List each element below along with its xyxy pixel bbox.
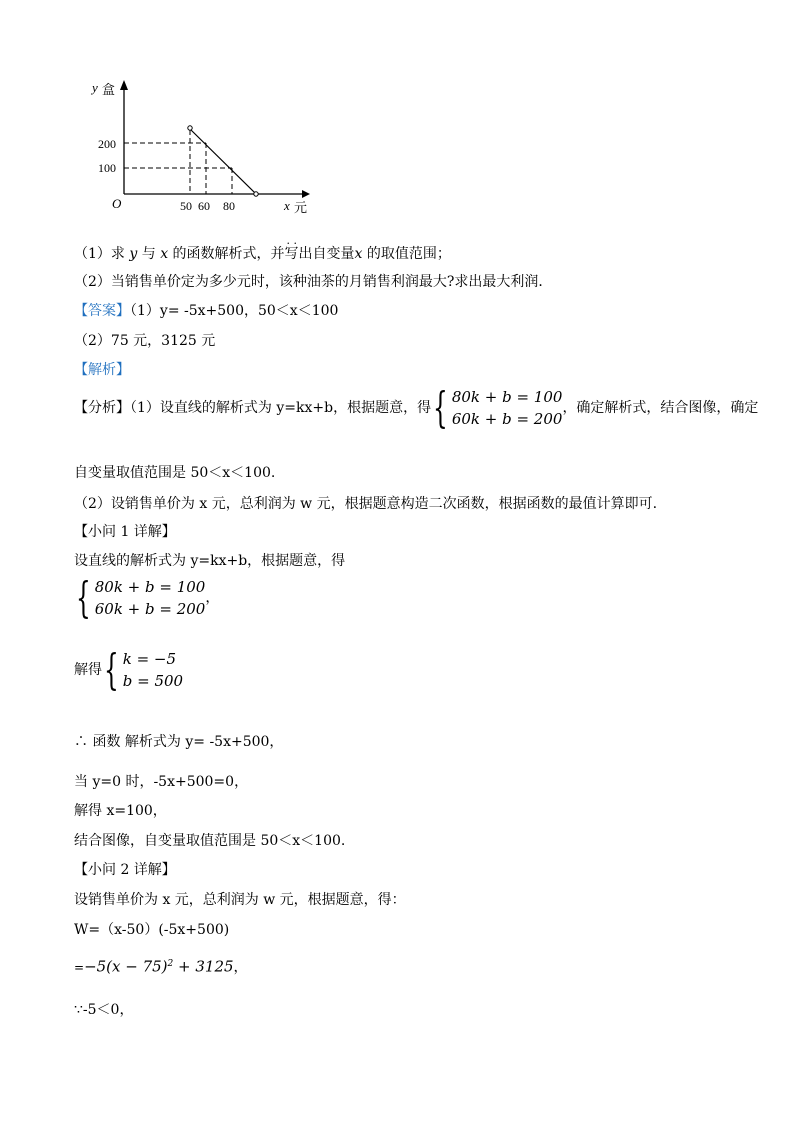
x-axis-arrow	[302, 190, 310, 198]
sub1-system: { 80k + b = 100 60k + b = 200 ，	[76, 573, 220, 622]
fenxi-line-2: 自变量取值范围是 50＜x＜100.	[74, 465, 276, 481]
x-axis-unit: 元	[294, 201, 308, 216]
open-point-start	[188, 126, 192, 130]
y-axis-unit: 盒	[102, 83, 116, 98]
brace: {	[104, 645, 119, 694]
y-tick-200: 200	[98, 137, 116, 151]
equation-system: 80k + b = 100 60k + b = 200	[451, 388, 563, 428]
open-point-end	[254, 192, 258, 196]
solution-system: k = −5 b = 500	[122, 650, 184, 690]
question-2: （2）当销售单价定为多少元时，该种油茶的月销售利润最大?求出最大利润．	[74, 274, 553, 290]
sub1-line-1: 设直线的解析式为 y=kx+b，根据题意，得	[74, 553, 346, 569]
sub2-line-1: 设销售单价为 x 元，总利润为 w 元，根据题意，得：	[74, 892, 406, 908]
graph-svg	[80, 72, 320, 222]
sub1-y0: 当 y=0 时，-5x+500=0，	[74, 774, 249, 790]
x-axis-label: x	[284, 198, 290, 213]
sub1-solve: 解得{ k = −5 b = 500	[74, 645, 184, 694]
function-graph	[80, 72, 320, 222]
fenxi-tag: 【分析】	[74, 400, 130, 416]
question-1: （1）求 y 与 x 的函数解析式，并· · 写出自变量x 的取值范围；	[74, 244, 451, 264]
x-tick-80: 80	[223, 199, 235, 213]
y-axis-label: y	[92, 80, 98, 95]
brace: {	[433, 383, 448, 432]
sub2-line-3: $=-5(x - 75)^2 + 3125$，	[74, 957, 248, 976]
sub1-x: 解得 x=100，	[74, 803, 167, 819]
fenxi-line-1: 【分析】（1）设直线的解析式为 y=kx+b，根据题意，得{ 80k + b = 100 60k + b = 200 ，确定解析式，结合图像，确定	[74, 383, 759, 432]
fenxi-line-3: （2）设销售单价为 x 元，总利润为 w 元，根据题意构造二次函数，根据函数的最值计算即可.	[74, 496, 658, 512]
sub1-range: 结合图像，自变量取值范围是 50＜x＜100.	[74, 833, 346, 849]
sub1-tag: 【小问 1 详解】	[74, 524, 176, 540]
x-tick-50: 50	[180, 199, 192, 213]
y-tick-100: 100	[98, 161, 116, 175]
answer-line-1	[74, 301, 338, 321]
x-tick-60: 60	[198, 199, 210, 213]
analysis-tag: 【解析】	[74, 362, 130, 378]
equation-system: 80k + b = 100 60k + b = 200	[94, 578, 206, 618]
sub2-tag: 【小问 2 详解】	[74, 862, 176, 878]
answer-line-2: （2）75 元，3125 元	[74, 333, 216, 349]
answer-tag: 【答案】	[74, 303, 130, 319]
emphasis-dots: · · 写出	[285, 246, 313, 262]
answer-1: （1）y= -5x+500，50＜x＜100	[130, 303, 339, 319]
y-axis-arrow	[120, 80, 128, 90]
function-line	[190, 129, 255, 193]
sub2-line-4: ∵-5＜0，	[74, 1002, 134, 1018]
brace: {	[76, 573, 91, 622]
origin-label: O	[112, 196, 122, 211]
sub2-line-2: W=（x-50）(-5x+500)	[74, 922, 230, 938]
sub1-func: ∴ 函数 解析式为 y= -5x+500，	[74, 734, 284, 750]
